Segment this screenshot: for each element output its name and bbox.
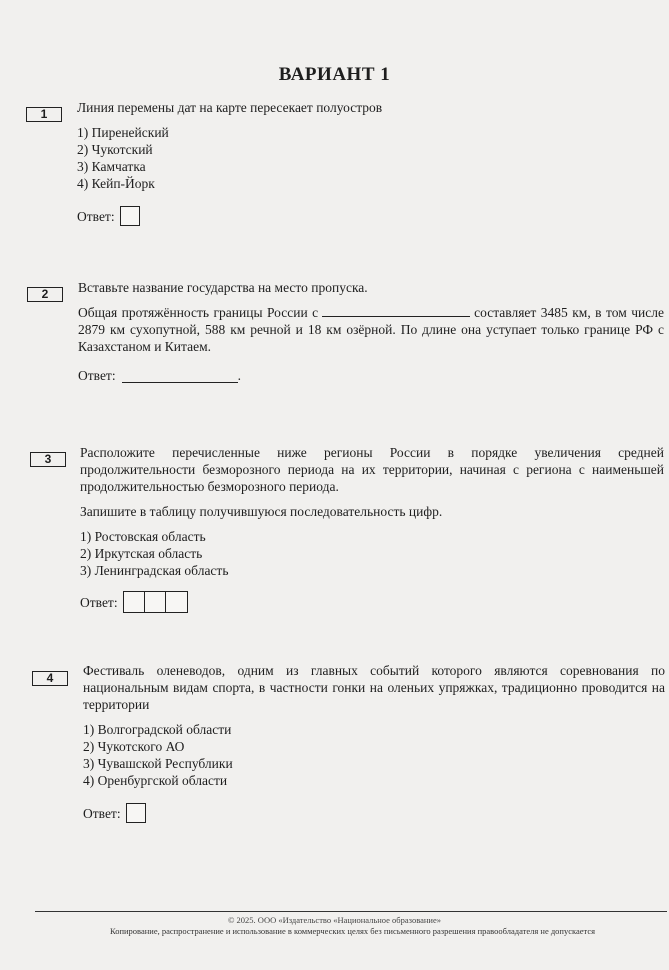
answer-cells (123, 591, 188, 613)
question-1 (77, 99, 637, 226)
option: 3) Ленинградская область (80, 563, 229, 578)
question-4-options (83, 721, 665, 789)
option: 1) Волгоградской области (83, 722, 232, 737)
question-2-answer (78, 367, 664, 384)
question-2-stem (78, 303, 664, 355)
option: 1) Пиренейский (77, 125, 169, 140)
option: 2) Чукотского АО (83, 739, 185, 754)
option: 1) Ростовская область (80, 529, 206, 544)
question-2 (78, 279, 664, 384)
answer-box[interactable] (120, 206, 140, 226)
question-3-stem: Расположите перечисленные ниже регионы России в порядке увеличения средней продолжительности безморозного периода на их территории, начиная с региона с наименьшей продолжительностью безморозного периода. (80, 445, 664, 494)
answer-label: Ответ: (77, 208, 115, 224)
answer-cell[interactable] (124, 592, 145, 612)
answer-end-dot: . (237, 368, 241, 383)
option: 2) Чукотский (77, 142, 153, 157)
option: 3) Камчатка (77, 159, 146, 174)
question-1-options (77, 124, 637, 192)
question-4-stem: Фестиваль оленеводов, одним из главных событий которого являются соревнования по национальным видам спорта, в частности гонки на оленьих упряжках, традиционно проводится на территории (83, 663, 665, 712)
footer-divider (35, 911, 667, 912)
question-number-3: 3 (30, 452, 66, 467)
option: 2) Иркутская область (80, 546, 203, 561)
question-2-stem-before: Общая протяжённость границы России с (78, 305, 319, 320)
question-3-answer (80, 591, 664, 613)
answer-label: Ответ: (83, 805, 121, 821)
answer-cell[interactable] (166, 592, 187, 612)
question-2-stem-after: составляет 3485 км, в том числе 2879 км сухопутной, 588 км речной и 18 км озёрной. По длине она уступает только границе РФ с Казахстаном и Китаем. (78, 305, 664, 354)
question-number-4: 4 (32, 671, 68, 686)
question-1-answer (77, 206, 637, 226)
answer-box[interactable] (126, 803, 146, 823)
question-number-2: 2 (27, 287, 63, 302)
answer-label: Ответ: (78, 368, 116, 383)
question-4 (83, 662, 665, 823)
question-3-instruction: Запишите в таблицу получившуюся последовательность цифр. (80, 504, 443, 519)
option: 3) Чувашской Республики (83, 756, 233, 771)
option: 4) Кейп-Йорк (77, 176, 155, 191)
country-blank[interactable] (322, 303, 470, 317)
question-1-stem: Линия перемены дат на карте пересекает полуостров (77, 100, 383, 115)
question-number-1: 1 (26, 107, 62, 122)
question-3-options (80, 528, 664, 579)
footer-notice: Копирование, распространение и использование в коммерческих целях без письменного разрешения правообладателя не допускается (109, 926, 596, 936)
question-4-answer (83, 803, 665, 823)
answer-line[interactable] (122, 368, 238, 383)
answer-cell[interactable] (145, 592, 166, 612)
question-3 (80, 444, 664, 613)
answer-label: Ответ: (80, 594, 118, 610)
option: 4) Оренбургской области (83, 773, 228, 788)
question-2-instruction: Вставьте название государства на место пропуска. (78, 280, 368, 295)
variant-title: ВАРИАНТ 1 (278, 64, 391, 85)
footer-copyright: © 2025. ООО «Издательство «Национальное образование» (227, 915, 442, 925)
